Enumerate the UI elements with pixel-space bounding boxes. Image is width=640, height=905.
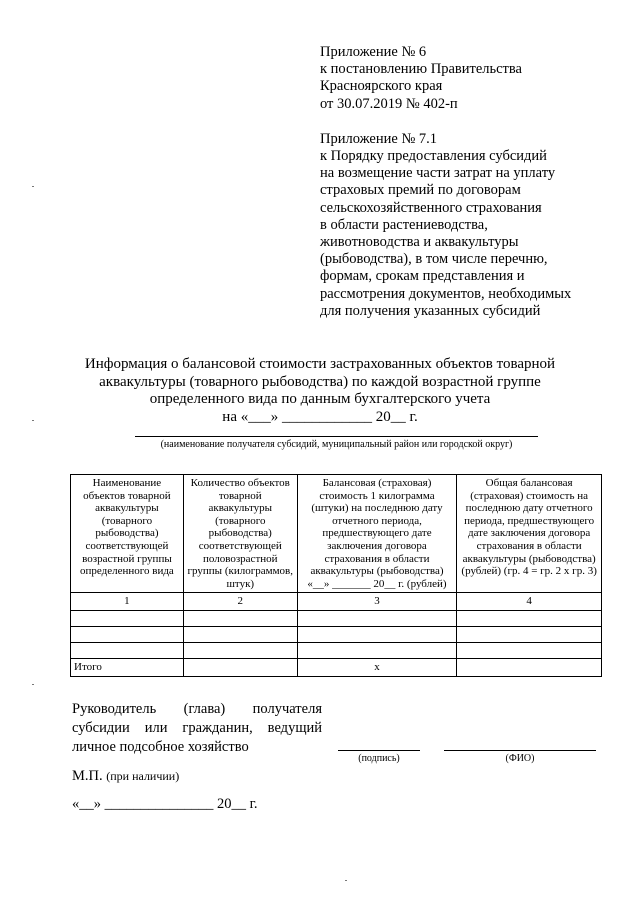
appendix-line: (рыбоводства), в том числе перечню, <box>320 251 548 268</box>
appendix-line: Красноярского края <box>320 78 443 95</box>
appendix-line: для получения указанных субсидий <box>320 302 541 319</box>
appendix-line: на возмещение части затрат на уплату <box>320 165 556 182</box>
appendix-line: сельскохозяйственного страхования <box>320 199 542 216</box>
total-label: Итого <box>71 658 184 676</box>
appendix-line: от 30.07.2019 № 402-п <box>320 95 458 112</box>
appendix-header <box>320 44 620 320</box>
title-line: аквакультуры (товарного рыбоводства) по каждой возрастной группе <box>99 373 541 390</box>
appendix-line: рассмотрения документов, необходимых <box>320 285 572 302</box>
signature-caption: (подпись) <box>338 750 420 764</box>
title-line: Информация о балансовой стоимости застрахованных объектов товарной <box>84 356 556 372</box>
signatory-text: Руководитель (глава) получателя субсидии или гражданин, ведущий личное подсобное хозяйство <box>72 701 322 755</box>
table-number-row <box>71 593 602 611</box>
appendix-line: животноводства и аквакультуры <box>320 234 519 251</box>
table-header-cell: Балансовая (страховая) стоимость 1 килограмма (штуки) на последнюю дату отчетного периода, предшествующего дате заключения договора страхования в области аквакультуры (рыбоводства) «__» _______ 20__ г. (рублей) <box>297 475 457 593</box>
table-header-cell: Наименование объектов товарной аквакультуры (товарного рыбоводства) соответствующей возрастной группы определенного вида <box>71 475 184 593</box>
balance-table <box>70 474 602 677</box>
total-col3-mark: x <box>297 658 457 676</box>
table-header-cell: Количество объектов товарной аквакультуры (товарного рыбоводства) соответствующей половозрастной группы (килограммов, штук) <box>183 475 297 593</box>
date-line: «__» _______________ 20__ г. <box>72 796 258 812</box>
stamp-note: (при наличии) <box>106 769 180 783</box>
appendix-line: в области растениеводства, <box>320 216 488 233</box>
column-number: 2 <box>183 593 297 611</box>
stamp-label: М.П. <box>72 768 103 784</box>
name-caption: (ФИО) <box>444 750 596 764</box>
appendix-line: формам, срокам представления и <box>320 268 525 285</box>
stamp-place <box>72 768 179 785</box>
appendix-line: к постановлению Правительства <box>320 61 522 78</box>
appendix-line: страховых премий по договорам <box>320 182 521 199</box>
column-number: 4 <box>457 593 602 611</box>
column-number: 3 <box>297 593 457 611</box>
table-row <box>71 626 602 642</box>
table-header-cell: Общая балансовая (страховая) стоимость на последнюю дату отчетного периода, предшествующего дате заключения договора страхования в области аквакультуры (рыбоводства) (рублей) (гр. 4 = гр. 2 х гр. 3) <box>457 475 602 593</box>
table-total-row <box>71 658 602 676</box>
column-number: 1 <box>71 593 184 611</box>
appendix-line: Приложение № 6 <box>320 44 427 60</box>
document-title <box>60 356 580 426</box>
title-line: определенного вида по данным бухгалтерского учета <box>149 391 491 407</box>
appendix-line: Приложение № 7.1 <box>320 130 438 147</box>
table-row <box>71 610 602 626</box>
recipient-caption: (наименование получателя субсидий, муниципальный район или городской округ) <box>135 436 538 450</box>
title-date-line: на «___» ____________ 20__ г. <box>222 408 418 425</box>
table-row <box>71 642 602 658</box>
table-header-row <box>71 475 602 593</box>
appendix-line: к Порядку предоставления субсидий <box>320 148 547 165</box>
